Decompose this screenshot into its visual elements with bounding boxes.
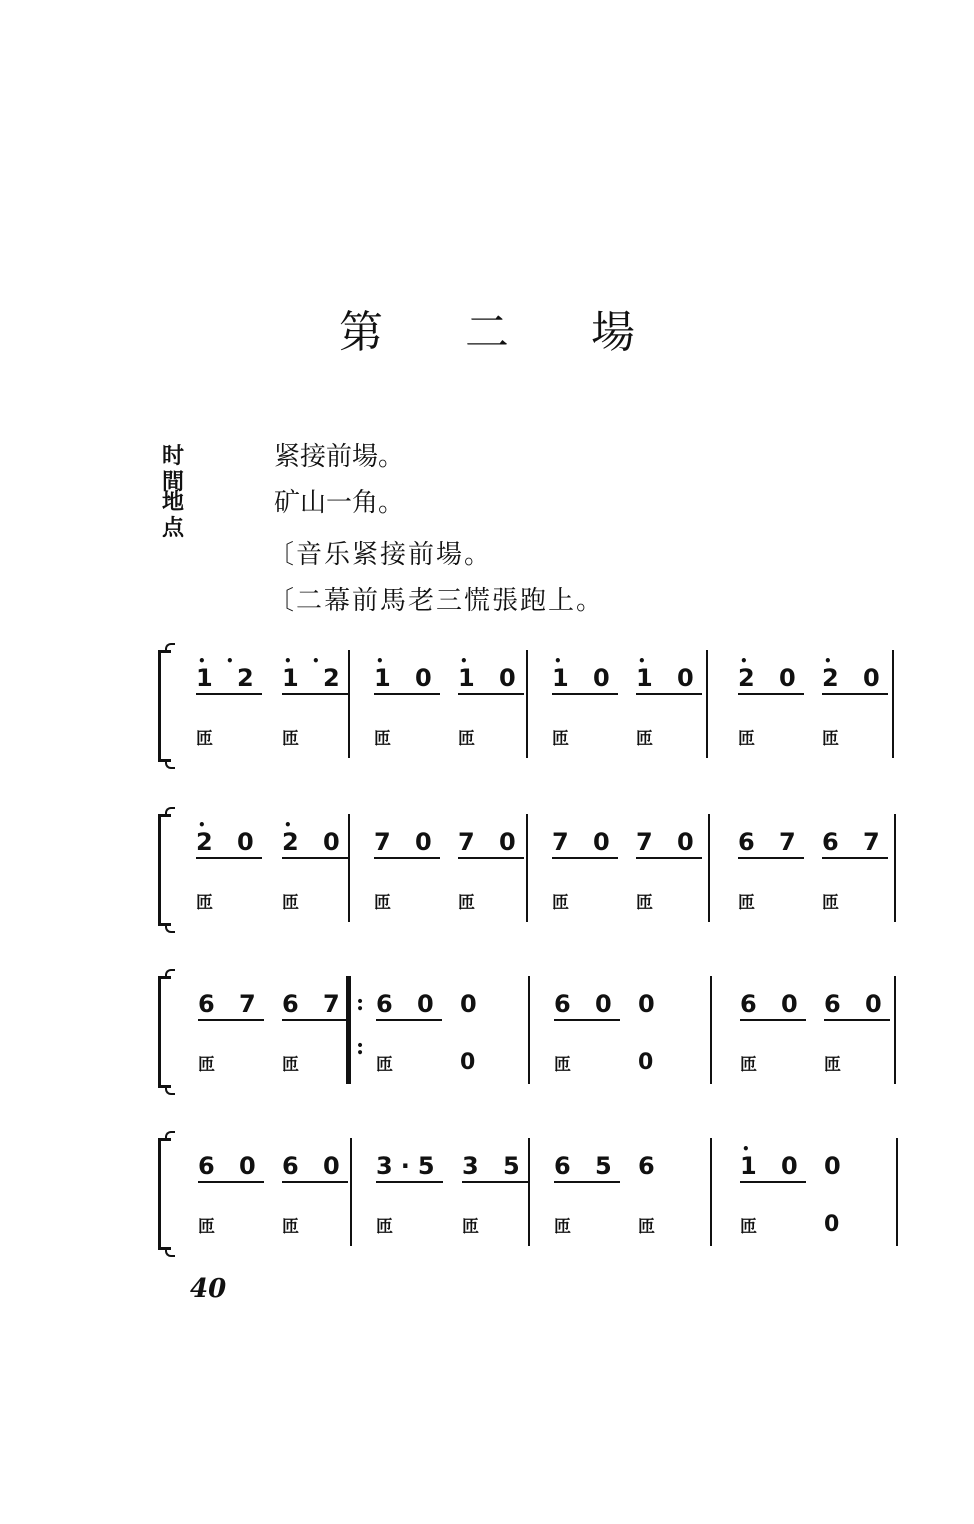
barline — [892, 650, 894, 758]
note-group: 0 — [460, 990, 485, 1018]
percussion: 匝 — [638, 1217, 655, 1237]
place-value: 矿山一角。 — [274, 488, 405, 518]
system-brace — [158, 814, 171, 926]
percussion: 匝 — [824, 1055, 841, 1075]
percussion: 匝 — [282, 893, 299, 913]
percussion: 匝 — [196, 893, 213, 913]
system-brace — [158, 1138, 171, 1250]
note-group: • 1 0 — [636, 664, 702, 692]
barline — [706, 650, 708, 758]
percussion: 匝 — [462, 1217, 479, 1237]
percussion: 匝 — [552, 729, 569, 749]
note-group: • • 1 2 — [196, 664, 262, 692]
percussion: 匝 — [740, 1055, 757, 1075]
system-brace — [158, 976, 171, 1088]
percussion: 匝 — [458, 893, 475, 913]
note-group: • 2 0 — [196, 828, 262, 856]
repeat-dots: : : — [356, 990, 365, 1060]
barline — [894, 976, 896, 1084]
barline — [710, 976, 712, 1084]
barline — [526, 650, 528, 758]
percussion: 匝 — [738, 893, 755, 913]
score-system-3 — [158, 972, 898, 1088]
place-label: 地 点 — [162, 490, 215, 541]
percussion: 匝 — [374, 729, 391, 749]
percussion: 匝 — [282, 729, 299, 749]
percussion: 匝 — [740, 1217, 757, 1237]
barline — [894, 814, 896, 922]
barline — [350, 1138, 352, 1246]
percussion: 匝 — [282, 1217, 299, 1237]
barline — [348, 650, 350, 758]
rest: 0 — [460, 1050, 476, 1075]
page-number: 40 — [190, 1274, 227, 1304]
note-group: 7 0 — [636, 828, 702, 856]
percussion: 匝 — [554, 1055, 571, 1075]
percussion: 匝 — [198, 1217, 215, 1237]
percussion: 匝 — [554, 1217, 571, 1237]
barline — [710, 1138, 712, 1246]
percussion: 匝 — [376, 1217, 393, 1237]
percussion: 匝 — [636, 893, 653, 913]
note-group: 6 0 — [282, 1152, 348, 1180]
stage-direction-1: 〔音乐紧接前場。 — [268, 540, 493, 570]
time-value: 紧接前場。 — [274, 442, 405, 472]
score-system-4 — [158, 1134, 898, 1250]
percussion: 匝 — [196, 729, 213, 749]
note-group: 7 0 — [552, 828, 618, 856]
percussion: 匝 — [374, 893, 391, 913]
stage-direction-2: 〔二幕前馬老三慌張跑上。 — [268, 586, 605, 616]
note-group: 0 — [638, 990, 663, 1018]
note-group: 6 7 — [738, 828, 804, 856]
percussion: 匝 — [738, 729, 755, 749]
percussion: 匝 — [636, 729, 653, 749]
note-group: 6 0 — [198, 1152, 264, 1180]
note-group: 0 — [824, 1152, 849, 1180]
note-group: 6 7 — [822, 828, 888, 856]
note-group: 6 0 — [376, 990, 442, 1018]
percussion: 匝 — [822, 893, 839, 913]
rest: 0 — [638, 1050, 654, 1075]
note-group: 3·5 — [376, 1152, 443, 1180]
percussion: 匝 — [198, 1055, 215, 1075]
note-group: 6 7 — [198, 990, 264, 1018]
note-group: 7 0 — [458, 828, 524, 856]
note-group: • 1 0 — [458, 664, 524, 692]
percussion: 匝 — [376, 1055, 393, 1075]
system-brace — [158, 650, 171, 762]
barline — [526, 814, 528, 922]
note-group: 6 7 — [282, 990, 348, 1018]
note-group: • 1 0 — [740, 1152, 806, 1180]
note-group: • 2 0 — [738, 664, 804, 692]
rest: 0 — [824, 1212, 840, 1237]
percussion: 匝 — [552, 893, 569, 913]
note-group: • 2 0 — [282, 828, 348, 856]
time-label: 时 間 — [162, 444, 215, 495]
barline — [528, 976, 530, 1084]
barline — [896, 1138, 898, 1246]
barline — [528, 1138, 530, 1246]
scene-title: 第 二 場 — [339, 307, 669, 358]
percussion: 匝 — [458, 729, 475, 749]
note-group: 6 0 — [740, 990, 806, 1018]
note-group: 6 0 — [824, 990, 890, 1018]
barline — [708, 814, 710, 922]
note-group: • 1 0 — [374, 664, 440, 692]
barline — [348, 814, 350, 922]
note-group: • 1 0 — [552, 664, 618, 692]
note-group: 7 0 — [374, 828, 440, 856]
score-system-2 — [158, 810, 898, 926]
percussion: 匝 — [282, 1055, 299, 1075]
note-group: • 2 0 — [822, 664, 888, 692]
note-group: • • 1 2 — [282, 664, 348, 692]
note-group: 6 — [638, 1152, 663, 1180]
note-group: 3 5 — [462, 1152, 528, 1180]
score-system-1 — [158, 646, 898, 762]
note-group: 6 0 — [554, 990, 620, 1018]
note-group: 6 5 — [554, 1152, 620, 1180]
percussion: 匝 — [822, 729, 839, 749]
